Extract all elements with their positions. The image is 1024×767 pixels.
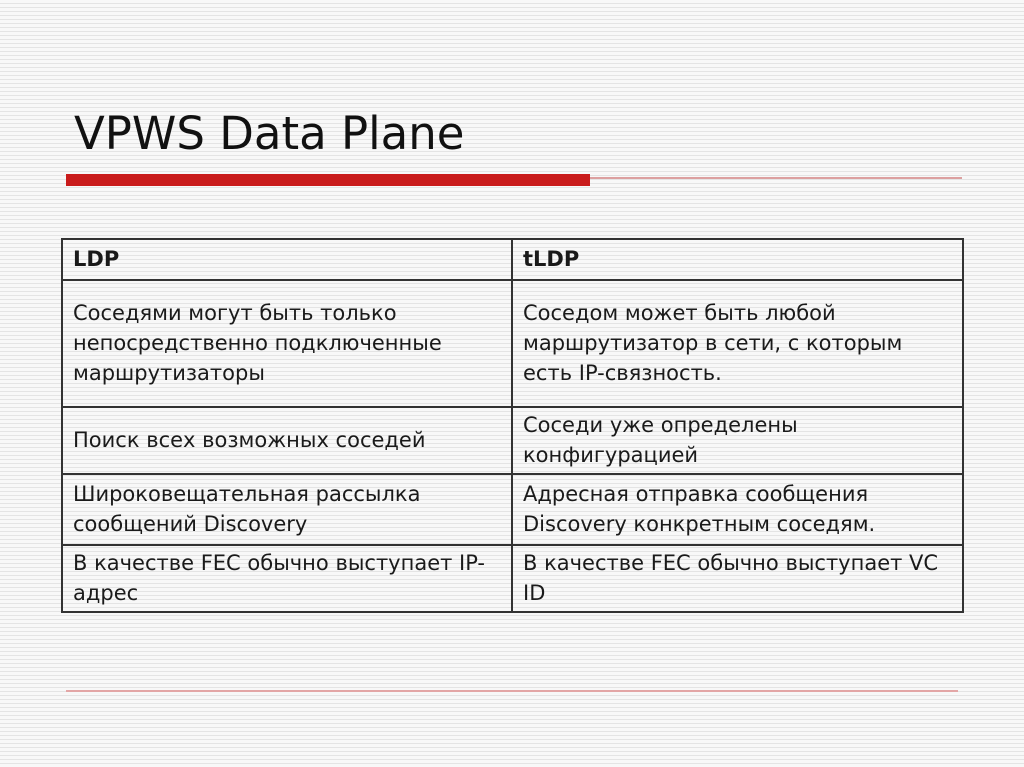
- table-row: [62, 280, 963, 407]
- table-cell-ldp: Поиск всех возможных соседей: [62, 407, 512, 474]
- table-row: [62, 474, 963, 545]
- footer-divider: [66, 690, 958, 692]
- header-cell-ldp: LDP: [62, 239, 512, 280]
- table-cell-ldp: В качестве FEC обычно выступает IP-адрес: [62, 545, 512, 612]
- table-cell-tldp: Соседи уже определены конфигурацией: [512, 407, 963, 474]
- table-cell-tldp: Соседом может быть любой маршрутизатор в сети, с которым есть IP-связность.: [512, 280, 963, 407]
- table-row: [62, 545, 963, 612]
- table-row: [62, 407, 963, 474]
- table-cell-ldp: Соседями могут быть только непосредственно подключенные маршрутизаторы: [62, 280, 512, 407]
- title-underline-red: [66, 174, 590, 186]
- title-underline-thin: [590, 177, 962, 179]
- comparison-table: [61, 238, 964, 613]
- table-cell-ldp: Широковещательная рассылка сообщений Discovery: [62, 474, 512, 545]
- slide-title: VPWS Data Plane: [74, 107, 465, 160]
- table-cell-tldp: В качестве FEC обычно выступает VC ID: [512, 545, 963, 612]
- header-cell-tldp: tLDP: [512, 239, 963, 280]
- table-cell-tldp: Адресная отправка сообщения Discovery конкретным соседям.: [512, 474, 963, 545]
- table-header-row: [62, 239, 963, 280]
